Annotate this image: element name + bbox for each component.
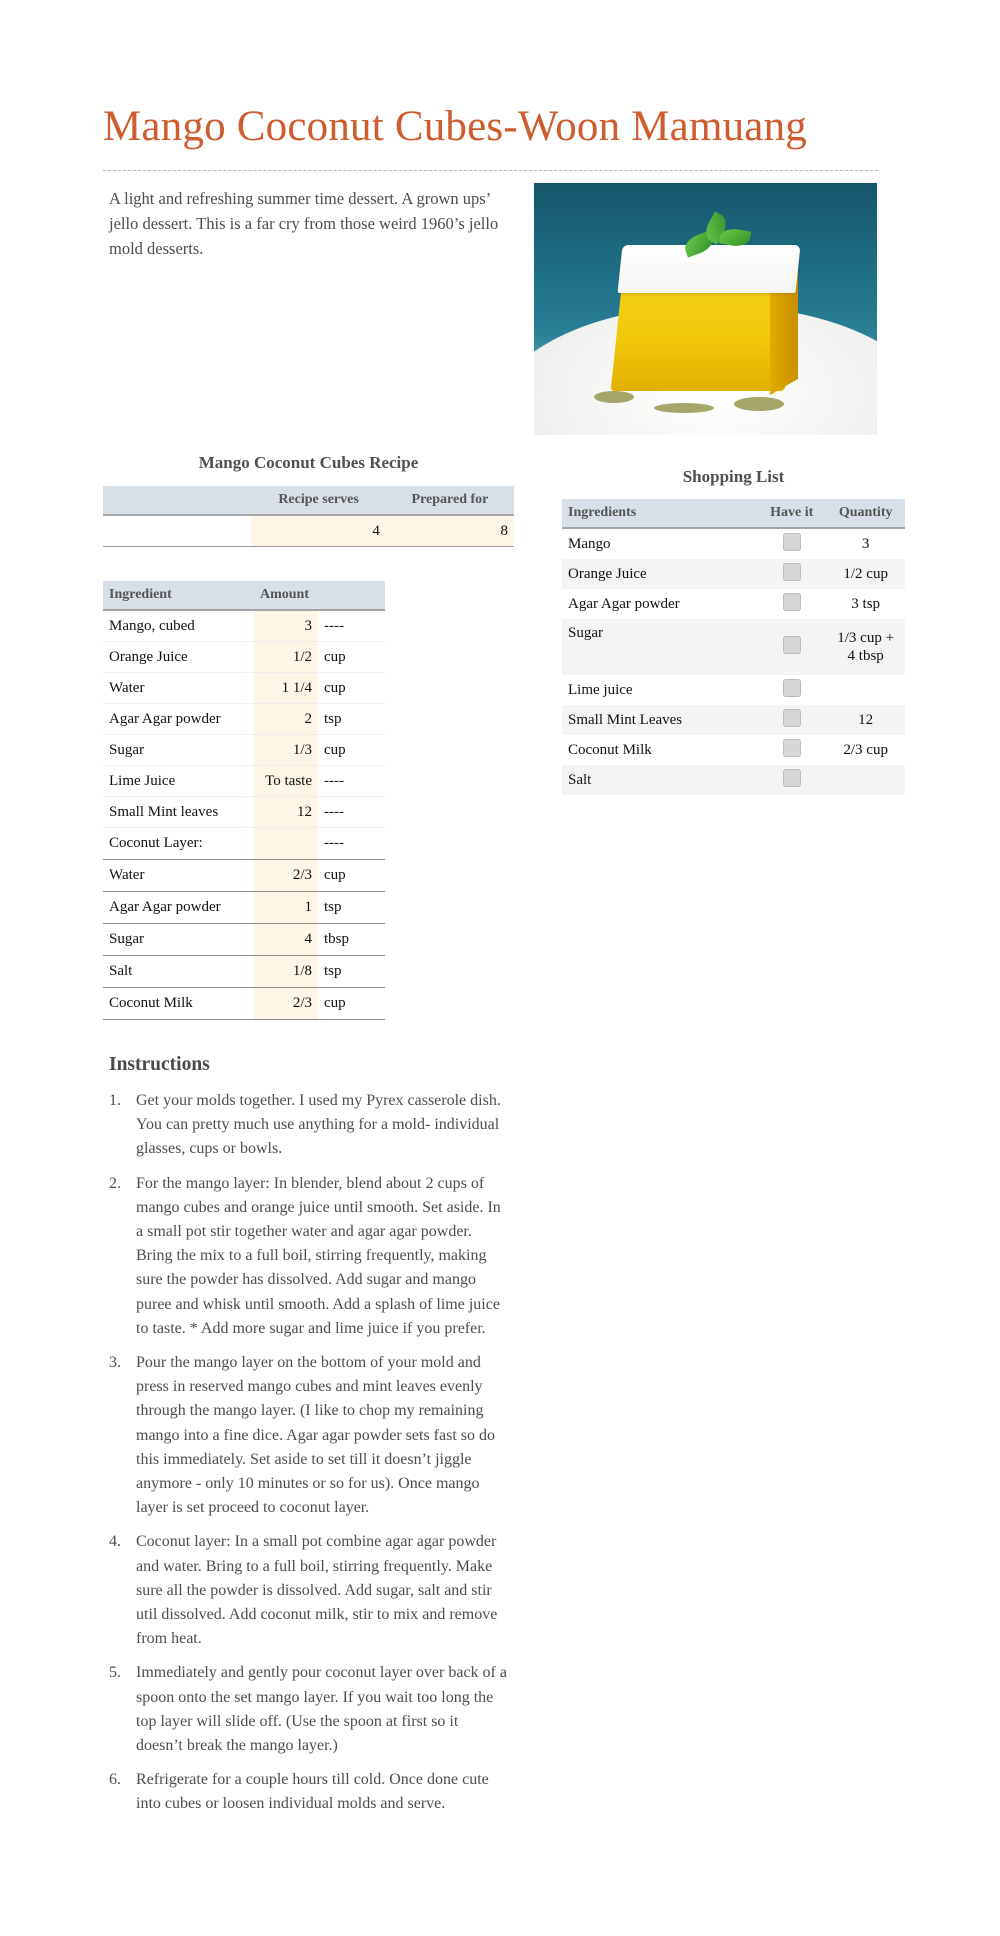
- step-number: 3.: [109, 1354, 121, 1372]
- prepared-for-value[interactable]: 8: [386, 515, 514, 547]
- dessert-photo: [534, 183, 877, 435]
- ingredient-name: Coconut Milk: [103, 988, 254, 1020]
- ingredient-unit: ----: [318, 797, 385, 828]
- plate-pattern: [734, 397, 784, 411]
- coconut-layer-shape: [617, 245, 800, 293]
- list-item: [562, 528, 905, 559]
- page-title: Mango Coconut Cubes-Woon Mamuang: [103, 103, 807, 150]
- ingredient-unit: ----: [318, 610, 385, 642]
- step-number: 5.: [109, 1664, 121, 1682]
- ingredient-name: Sugar: [103, 924, 254, 956]
- ingredient-name: Lime Juice: [103, 766, 254, 797]
- ingredient-amount: 1/8: [254, 956, 318, 988]
- title-divider: [103, 170, 878, 171]
- plate-pattern: [654, 403, 714, 413]
- table-row: [103, 673, 385, 704]
- plate-pattern: [594, 391, 634, 403]
- recipe-serves-header: Recipe serves: [251, 486, 386, 515]
- shopping-item-name: Small Mint Leaves: [562, 705, 757, 735]
- ingredient-unit: tsp: [318, 704, 385, 735]
- serves-empty-cell: [103, 515, 251, 547]
- ingredient-unit: ----: [318, 766, 385, 797]
- step-number: 2.: [109, 1174, 121, 1192]
- shopping-list-title: Shopping List: [682, 467, 785, 486]
- ingredient-amount: 2: [254, 704, 318, 735]
- shopping-item-quantity: 3 tsp: [851, 596, 881, 612]
- serves-table: [103, 486, 514, 547]
- ingredient-unit: tsp: [318, 892, 385, 924]
- ingredient-unit: cup: [318, 735, 385, 766]
- table-row: [103, 704, 385, 735]
- step-text: Pour the mango layer on the bottom of your mold and press in reserved mango cubes and mint leaves evenly through the mango layer. (I like to chop my remaining mango into a fine dice. Agar agar powder sets fast so do this immediately. Set aside to set till it doesn’t jiggle anymore - only 10 minutes or so for us). Once mango layer is set proceed to coconut layer.: [136, 1354, 496, 1517]
- ingredient-name: Small Mint leaves: [103, 797, 254, 828]
- serves-empty-header: [103, 486, 251, 515]
- instructions-title: Instructions: [109, 1054, 210, 1075]
- instructions-list: [109, 1089, 509, 1827]
- ingredient-amount: To taste: [254, 766, 318, 797]
- have-it-checkbox[interactable]: [783, 593, 801, 611]
- table-row: [103, 735, 385, 766]
- instruction-step: [109, 1089, 509, 1162]
- ingredient-amount: [254, 828, 318, 860]
- table-row: [103, 610, 385, 642]
- shopping-item-quantity: 2/3 cup: [843, 742, 888, 758]
- prepared-for-header: Prepared for: [386, 486, 514, 515]
- shopping-item-quantity: 12: [826, 705, 905, 735]
- table-row: [103, 892, 385, 924]
- unit-header: [318, 581, 385, 610]
- ingredient-amount: 1: [254, 892, 318, 924]
- ingredient-unit: cup: [318, 988, 385, 1020]
- recipe-title: Mango Coconut Cubes Recipe: [198, 453, 419, 472]
- shopping-item-quantity: 1/3 cup + 4 tbsp: [826, 619, 905, 675]
- table-row: [103, 797, 385, 828]
- have-it-checkbox[interactable]: [783, 533, 801, 551]
- have-it-checkbox[interactable]: [783, 636, 801, 654]
- table-row: [103, 988, 385, 1020]
- step-text: Refrigerate for a couple hours till cold. Once done cute into cubes or loosen individual molds and serve.: [136, 1771, 489, 1813]
- shopping-list-table: [562, 499, 905, 795]
- list-item: [562, 589, 905, 619]
- table-row: [103, 828, 385, 860]
- ingredient-amount: 1/2: [254, 642, 318, 673]
- ingredient-table: [103, 581, 385, 1020]
- step-number: 1.: [109, 1092, 121, 1109]
- ingredient-name: Water: [103, 673, 254, 704]
- instruction-step: [109, 1172, 509, 1341]
- recipe-serves-value[interactable]: 4: [251, 515, 386, 547]
- ingredient-unit: tsp: [318, 956, 385, 988]
- shopping-item-name: Orange Juice: [562, 559, 757, 589]
- ingredient-amount: 12: [254, 797, 318, 828]
- ingredient-amount: 4: [254, 924, 318, 956]
- ingredient-header: Ingredient: [103, 581, 254, 610]
- ingredient-amount: 2/3: [254, 988, 318, 1020]
- step-text: Get your molds together. I used my Pyrex casserole dish. You can pretty much use anything for a mold- individual glasses, cups or bowls.: [136, 1092, 501, 1158]
- ingredient-amount: 1 1/4: [254, 673, 318, 704]
- list-item: [562, 559, 905, 589]
- ingredient-unit: cup: [318, 860, 385, 892]
- ingredient-name: Agar Agar powder: [103, 892, 254, 924]
- instruction-step: [109, 1351, 509, 1520]
- instruction-step: [109, 1661, 509, 1758]
- list-item: [562, 675, 905, 705]
- shopping-item-name: Lime juice: [568, 681, 633, 698]
- shopping-item-quantity: 3: [861, 536, 870, 552]
- shopping-ingredients-header: Ingredients: [562, 499, 757, 528]
- step-number: 6.: [109, 1771, 121, 1789]
- instruction-step: [109, 1530, 509, 1651]
- instruction-step: [109, 1768, 509, 1816]
- ingredient-name: Water: [103, 860, 254, 892]
- table-row: [103, 860, 385, 892]
- step-text: For the mango layer: In blender, blend about 2 cups of mango cubes and orange juice until smooth. Set aside. In a small pot stir together water and agar agar powder. Bring the mix to a full boil, stirring frequently, making sure the powder has dissolved. Add sugar and mango puree and whisk until smooth. Add a splash of lime juice to taste. * Add more sugar and lime juice if you prefer.: [136, 1174, 501, 1337]
- have-it-checkbox[interactable]: [783, 563, 801, 581]
- shopping-item-quantity: 1/2 cup: [826, 559, 905, 589]
- ingredient-name: Coconut Layer:: [103, 828, 254, 860]
- ingredient-unit: tbsp: [318, 924, 385, 956]
- shopping-item-name: Salt: [562, 765, 757, 795]
- ingredient-unit: cup: [318, 673, 385, 704]
- ingredient-name: Sugar: [103, 735, 254, 766]
- shopping-item-quantity: [826, 675, 905, 705]
- ingredient-unit: cup: [318, 642, 385, 673]
- ingredient-name: Orange Juice: [103, 642, 254, 673]
- ingredient-amount: 3: [254, 610, 318, 642]
- step-text: Coconut layer: In a small pot combine agar agar powder and water. Bring to a full boil, stirring frequently. Make sure all the powder is dissolved. Add sugar, salt and stir util dissolved. Add coconut milk, stir to mix and remove from heat.: [136, 1533, 498, 1648]
- shopping-item-name: Sugar: [562, 619, 757, 675]
- quantity-header: Quantity: [826, 499, 905, 528]
- shopping-item-name: Coconut Milk: [568, 741, 652, 758]
- have-it-checkbox[interactable]: [783, 679, 801, 697]
- list-item: [562, 619, 905, 675]
- mango-layer-shape: [611, 289, 796, 391]
- ingredient-amount: 1/3: [254, 735, 318, 766]
- step-number: 4.: [109, 1533, 121, 1551]
- shopping-item-name: Mango: [568, 535, 611, 552]
- ingredient-name: Mango, cubed: [103, 610, 254, 642]
- list-item: [562, 765, 905, 795]
- amount-header: Amount: [254, 581, 318, 610]
- table-row: [103, 642, 385, 673]
- intro-paragraph: A light and refreshing summer time dessert. A grown ups’ jello dessert. This is a far cry from those weird 1960’s jello mold desserts.: [109, 189, 499, 258]
- ingredient-unit: ----: [318, 828, 385, 860]
- have-it-checkbox[interactable]: [783, 769, 801, 787]
- ingredient-name: Salt: [103, 956, 254, 988]
- table-row: [103, 924, 385, 956]
- list-item: [562, 735, 905, 765]
- have-it-checkbox[interactable]: [783, 739, 801, 757]
- ingredient-amount: 2/3: [254, 860, 318, 892]
- list-item: [562, 705, 905, 735]
- table-row: [103, 766, 385, 797]
- have-it-checkbox[interactable]: [783, 709, 801, 727]
- shopping-item-name: Agar Agar powder: [568, 595, 680, 612]
- table-row: [103, 956, 385, 988]
- ingredient-name: Agar Agar powder: [103, 704, 254, 735]
- have-it-header: Have it: [757, 499, 826, 528]
- step-text: Immediately and gently pour coconut layer over back of a spoon onto the set mango layer. If you wait too long the top layer will slide off. (Use the spoon at first so it doesn’t break the mango layer.): [136, 1664, 507, 1755]
- shopping-item-quantity: [826, 765, 905, 795]
